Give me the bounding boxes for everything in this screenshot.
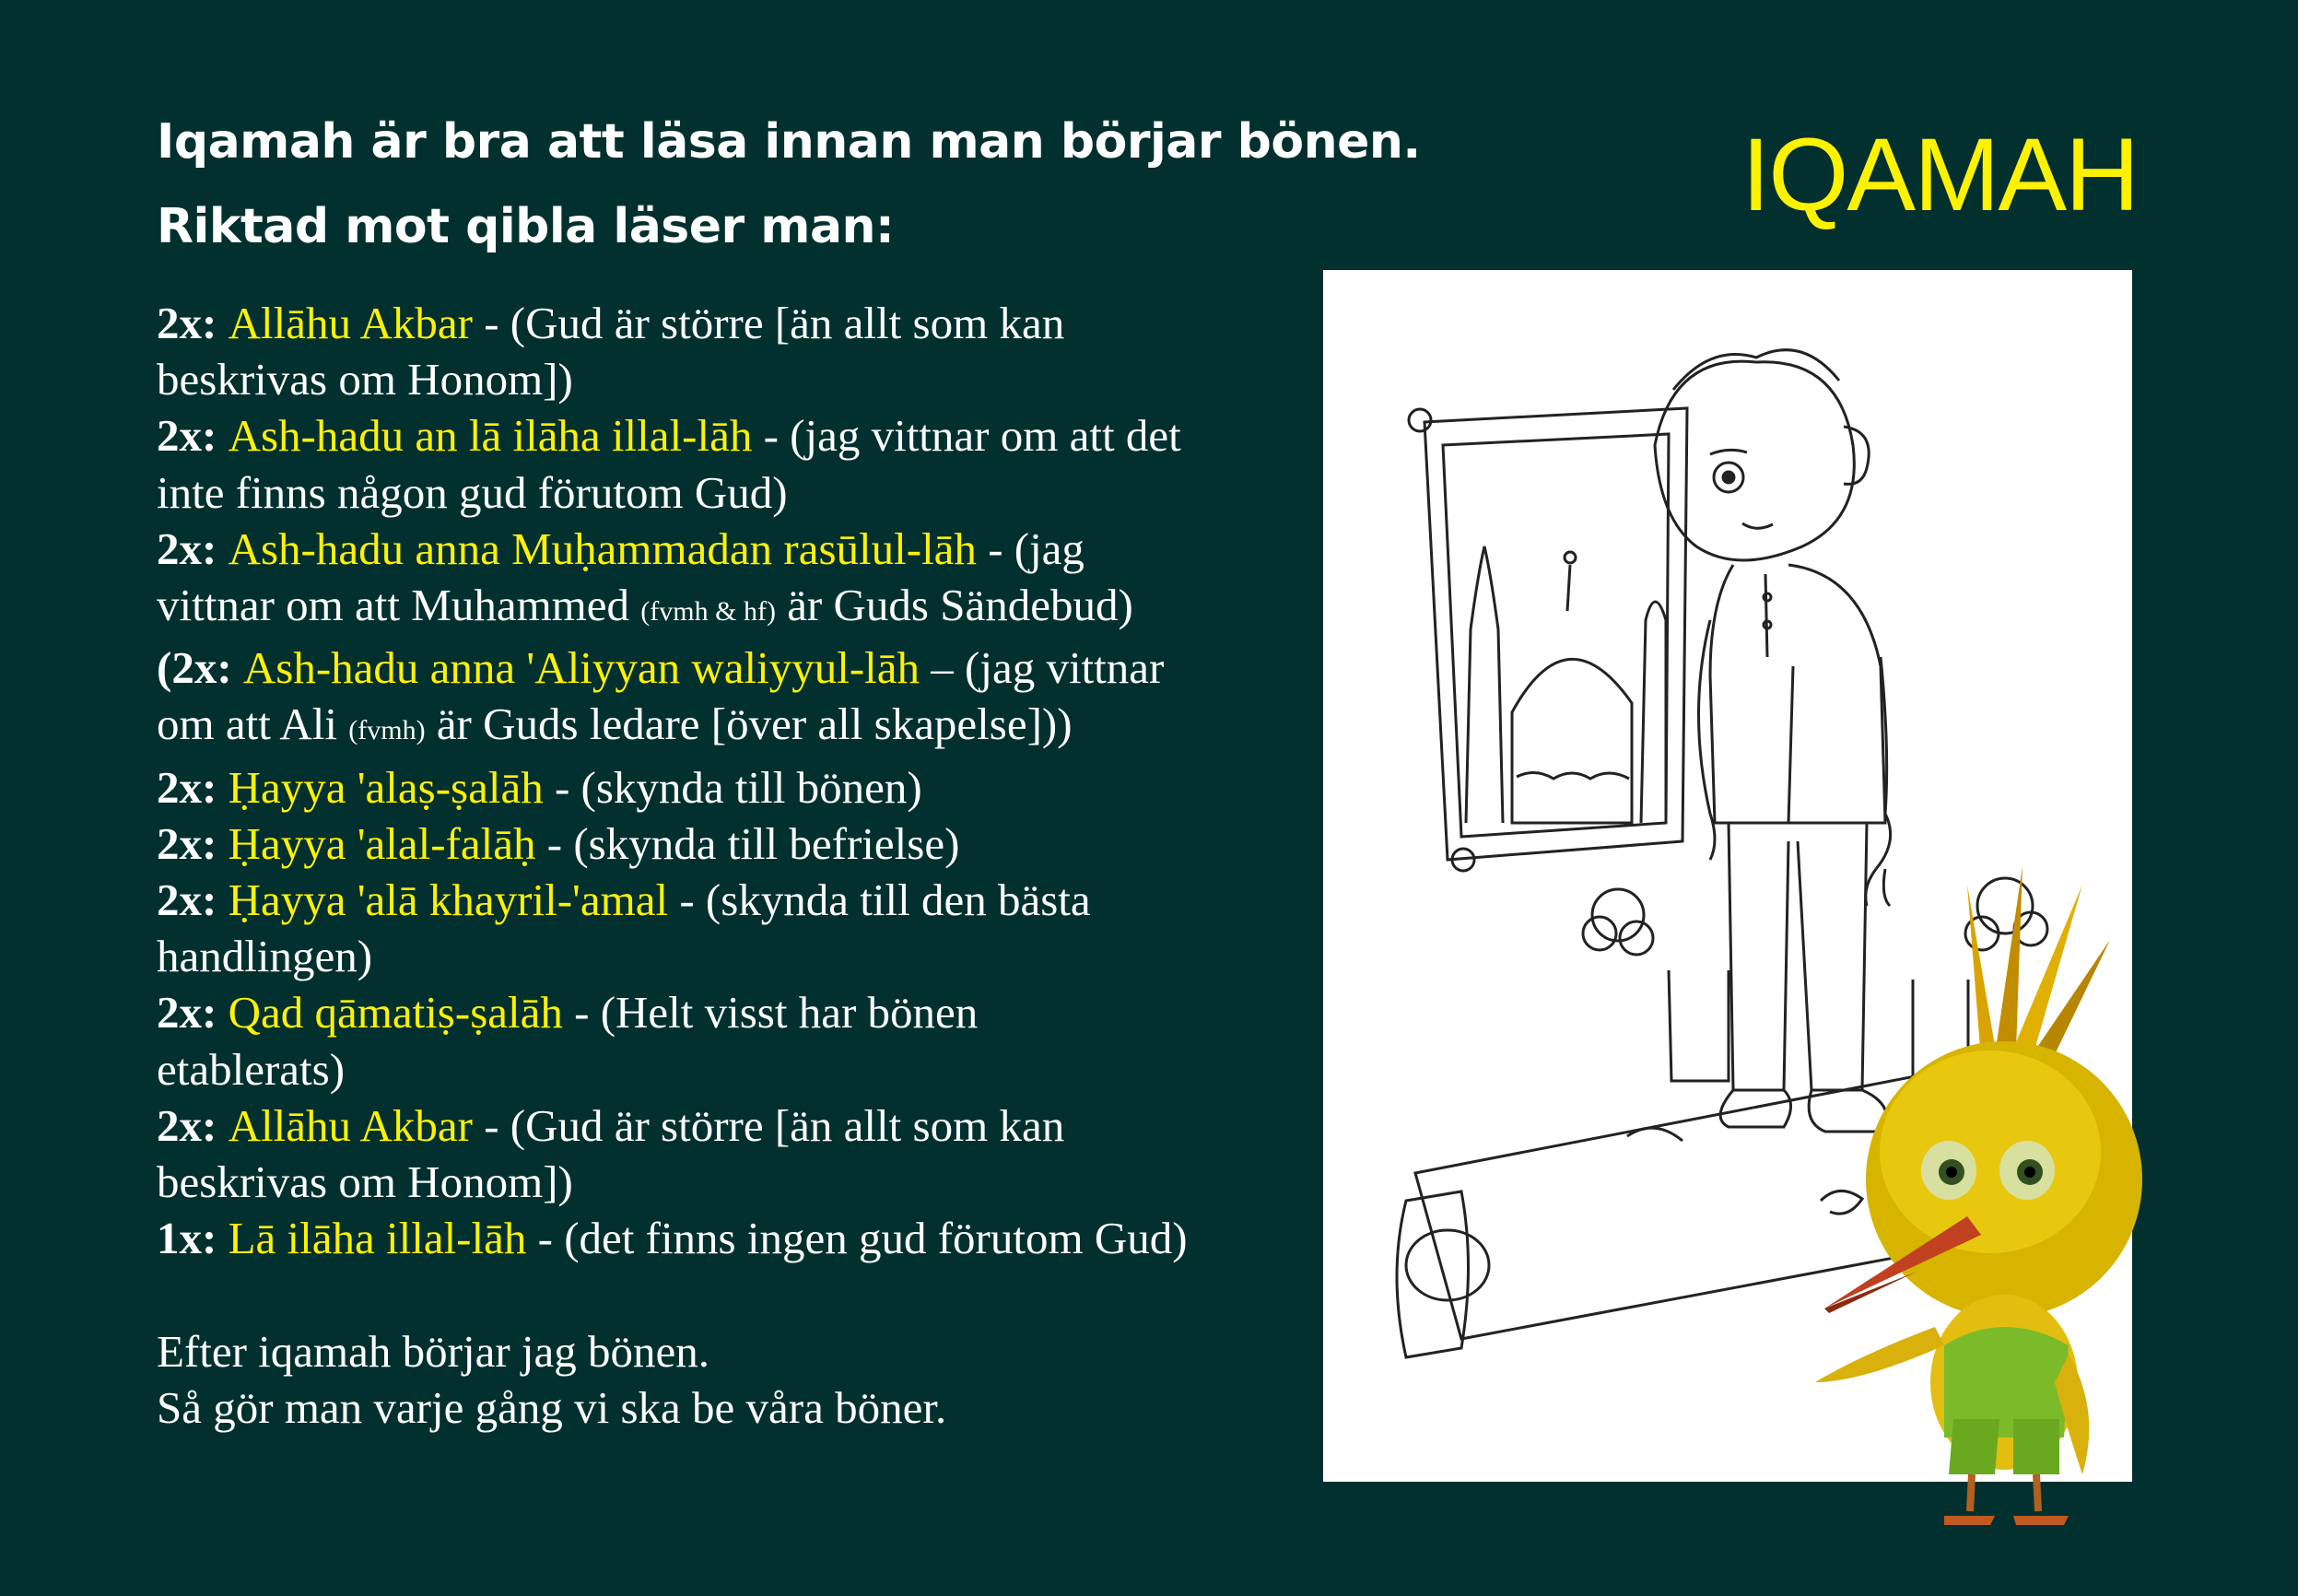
text-segment: – (jag vittnar (920, 642, 1165, 694)
honorific-note: (fvmh) (348, 715, 426, 746)
arabic-phrase: Lā ilāha illal-lāh (228, 1213, 527, 1264)
honorific-note: (fvmh & hf) (640, 596, 776, 628)
text-line (157, 1323, 1327, 1379)
text-line (157, 928, 1327, 984)
text-segment: är Guds Sändebud) (775, 580, 1133, 631)
repeat-count: 2x: (157, 987, 229, 1039)
iqamah-text-block (157, 295, 1327, 1436)
text-segment: - (Gud är större [än allt som kan (472, 1099, 1065, 1151)
text-segment: - (jag (976, 522, 1085, 574)
text-segment: etablerats) (157, 1043, 346, 1095)
repeat-count: (2x: (157, 642, 243, 694)
repeat-count: 2x: (157, 1099, 229, 1151)
repeat-count: 2x: (157, 522, 229, 574)
text-segment: handlingen) (157, 931, 373, 982)
text-segment: vittnar om att Muhammed (157, 580, 641, 631)
text-line (157, 295, 1327, 351)
text-segment: - (Gud är större [än allt som kan (472, 298, 1065, 348)
arabic-phrase: Allāhu Akbar (228, 1099, 473, 1151)
text-segment: inte finns någon gud förutom Gud) (157, 466, 788, 518)
text-line (157, 759, 1327, 816)
text-segment: - (skynda till den bästa (668, 874, 1091, 926)
text-segment: är Guds ledare [över all skapelse])) (425, 698, 1073, 750)
text-segment: - (skynda till bönen) (543, 761, 922, 813)
arabic-phrase: Ḥayya 'alal-falāḥ (228, 817, 536, 869)
arabic-phrase: Allāhu Akbar (228, 298, 473, 348)
text-line (157, 816, 1327, 872)
text-line (157, 577, 1327, 640)
text-segment: - (Helt visst har bönen (562, 987, 979, 1039)
blank-line (157, 1266, 1327, 1322)
bird-mascot-illustration (1806, 829, 2156, 1530)
text-segment: - (jag vittnar om att det (752, 410, 1181, 462)
arabic-phrase: Ḥayya 'alā khayril-'amal (228, 874, 669, 926)
text-line (157, 1154, 1327, 1210)
repeat-count: 2x: (157, 874, 229, 926)
intro-text (157, 100, 1421, 269)
text-line (157, 1097, 1327, 1154)
arabic-phrase: Qad qāmatiṣ-ṣalāh (228, 987, 563, 1039)
repeat-count: 2x: (157, 817, 229, 869)
arabic-phrase: Ash-hadu an lā ilāha illal-lāh (228, 410, 753, 462)
text-segment: om att Ali (157, 698, 349, 750)
arabic-phrase: Ash-hadu anna Muḥammadan rasūlul-lāh (228, 522, 977, 574)
text-segment: beskrivas om Honom]) (157, 354, 573, 405)
repeat-count: 2x: (157, 298, 229, 348)
text-segment: Efter iqamah börjar jag bönen. (157, 1325, 710, 1377)
text-line (157, 464, 1327, 521)
intro-line-1: Iqamah är bra att läsa innan man börjar bönen. (157, 114, 1421, 170)
repeat-count: 2x: (157, 410, 229, 462)
intro-line-2: Riktad mot qibla läser man: (157, 199, 895, 254)
text-line (157, 521, 1327, 577)
repeat-count: 1x: (157, 1213, 229, 1264)
text-line (157, 872, 1327, 928)
text-line (157, 1041, 1327, 1097)
repeat-count: 2x: (157, 761, 229, 813)
text-segment: - (skynda till befrielse) (535, 817, 960, 869)
text-line (157, 1379, 1327, 1436)
arabic-phrase: Ash-hadu anna 'Aliyyan waliyyul-lāh (242, 642, 920, 694)
text-line (157, 640, 1327, 696)
page-title: IQAMAH (1741, 117, 2138, 232)
text-segment: - (det finns ingen gud förutom Gud) (526, 1213, 1188, 1264)
text-line (157, 984, 1327, 1040)
text-segment: beskrivas om Honom]) (157, 1156, 573, 1208)
arabic-phrase: Ḥayya 'alaṣ-ṣalāh (228, 761, 544, 813)
text-line (157, 1210, 1327, 1266)
text-line (157, 407, 1327, 464)
text-line (157, 696, 1327, 758)
text-line (157, 351, 1327, 407)
text-segment: Så gör man varje gång vi ska be våra böner. (157, 1381, 947, 1433)
